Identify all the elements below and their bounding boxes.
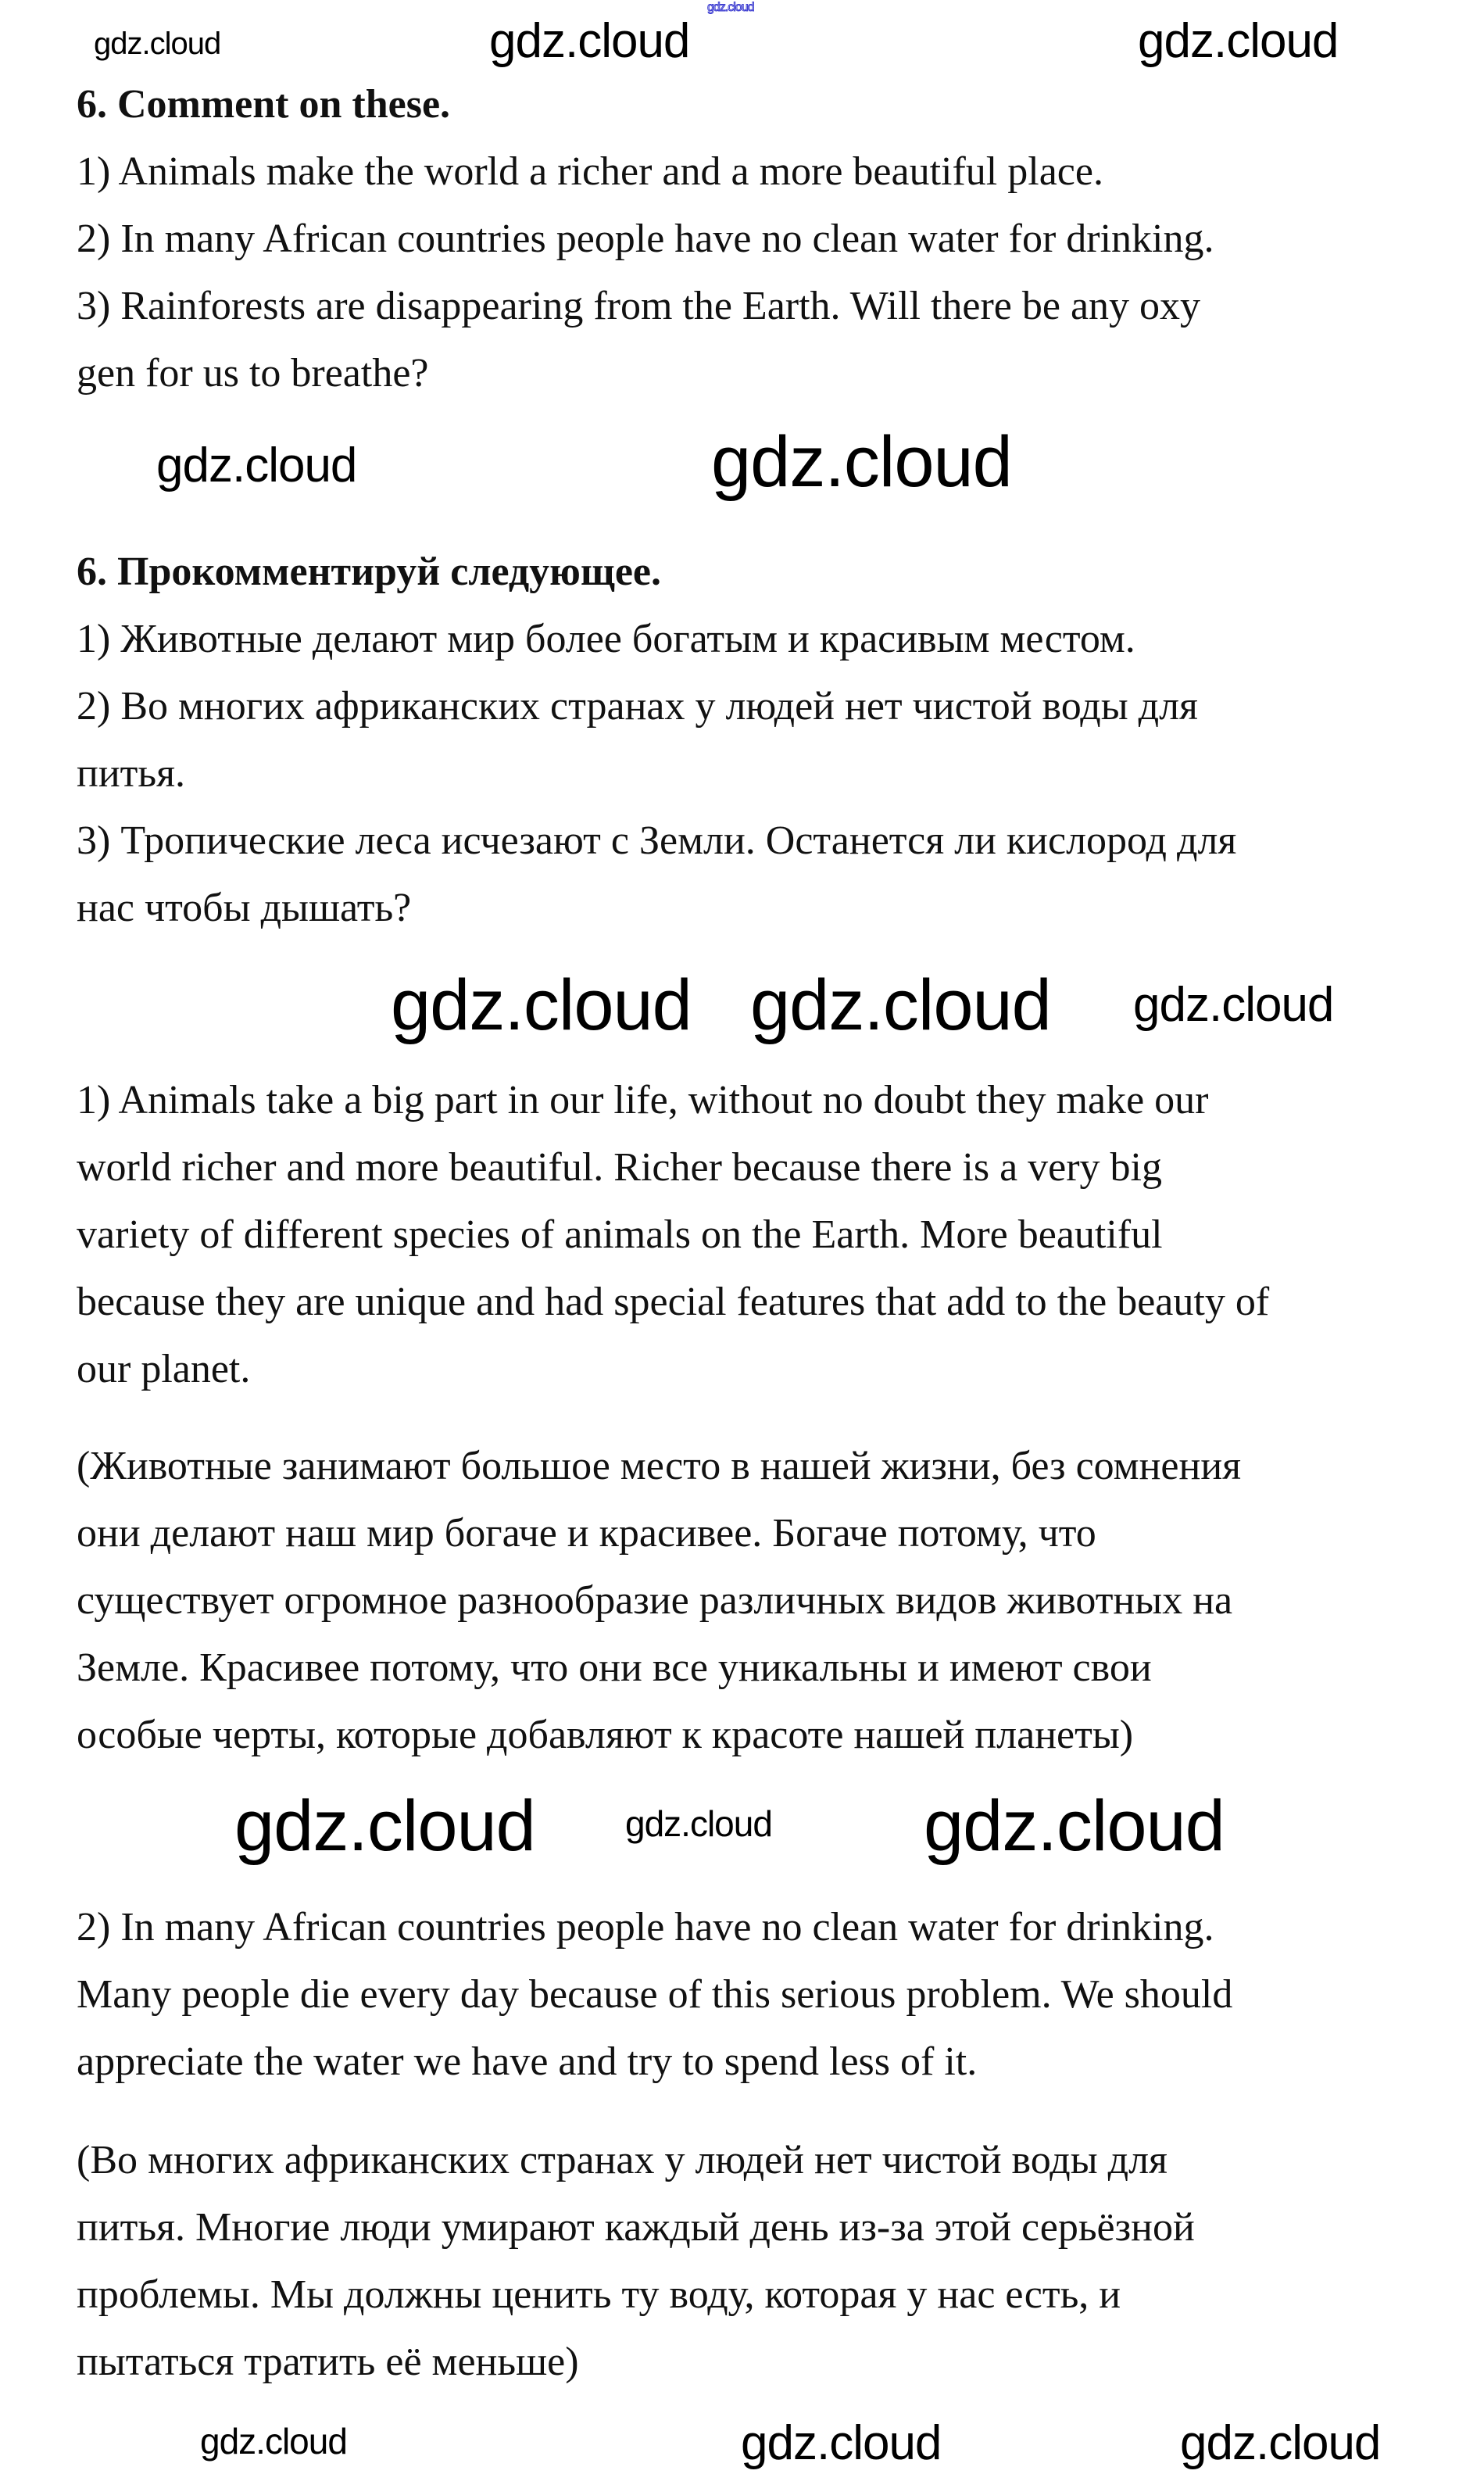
answer-line: 1) Animals take a big part in our life, without no doubt they make our [77,1078,1209,1122]
task-item: 3) Тропические леса исчезают с Земли. Останется ли кислород для [77,818,1237,863]
task-item: 2) Во многих африканских странах у людей нет чистой воды для [77,684,1198,729]
task-item: питья. [77,751,186,796]
watermark: gdz.cloud [741,2416,942,2470]
answer-2-english [77,1894,1421,2096]
watermark: gdz.cloud [707,1,754,14]
watermark: gdz.cloud [234,1786,535,1866]
answer-line: 2) In many African countries people have no clean water for drinking. [77,1905,1214,1950]
task-item: 1) Животные делают мир более богатым и красивым местом. [77,617,1135,661]
task-item: 2) In many African countries people have no clean water for drinking. [77,217,1214,261]
watermark: gdz.cloud [94,27,221,61]
answer-line: питья. Многие люди умирают каждый день из-за этой серьёзной [77,2205,1195,2250]
answer-2-russian [77,2127,1421,2396]
task-item: 3) Rainforests are disappearing from the Earth. Will there be any oxy [77,284,1201,328]
watermark: gdz.cloud [1138,14,1339,68]
watermark: gdz.cloud [1180,2416,1381,2470]
answer-line: our planet. [77,1347,251,1391]
task-item: gen for us to breathe? [77,351,429,396]
answer-line: существует огромное разнообразие различных видов животных на [77,1578,1233,1623]
answer-line: (Животные занимают большое место в нашей жизни, без сомнения [77,1444,1242,1488]
task-heading: 6. Comment on these. [77,82,451,127]
watermark: gdz.cloud [711,422,1012,502]
task-english [77,71,1421,407]
answer-line: они делают наш мир богаче и красивее. Богаче потому, что [77,1511,1096,1556]
watermark: gdz.cloud [489,14,690,68]
watermark: gdz.cloud [200,2421,347,2462]
watermark: gdz.cloud [750,965,1051,1045]
answer-line: проблемы. Мы должны ценить ту воду, которая у нас есть, и [77,2272,1121,2317]
answer-line: Земле. Красивее потому, что они все уникальны и имеют свои [77,1645,1152,1690]
task-russian [77,539,1421,942]
task-heading: 6. Прокомментируй следующее. [77,550,661,594]
watermark: gdz.cloud [156,439,357,492]
answer-line: variety of different species of animals on the Earth. More beautiful [77,1212,1163,1257]
answer-1-russian [77,1433,1421,1769]
answer-line: пытаться тратить её меньше) [77,2340,579,2384]
watermark: gdz.cloud [924,1786,1225,1866]
answer-line: world richer and more beautiful. Richer because there is a very big [77,1145,1162,1190]
answer-1-english [77,1067,1421,1403]
watermark: gdz.cloud [391,965,692,1045]
answer-line: особые черты, которые добавляют к красоте нашей планеты) [77,1713,1134,1757]
answer-line: (Во многих африканских странах у людей нет чистой воды для [77,2138,1168,2182]
watermark: gdz.cloud [625,1803,772,1844]
answer-line: Many people die every day because of this serious problem. We should [77,1972,1233,2017]
task-item: 1) Animals make the world a richer and a more beautiful place. [77,149,1103,194]
answer-line: because they are unique and had special features that add to the beauty of [77,1280,1270,1324]
watermark: gdz.cloud [1133,978,1334,1032]
task-item: нас чтобы дышать? [77,886,412,930]
answer-line: appreciate the water we have and try to spend less of it. [77,2039,978,2084]
